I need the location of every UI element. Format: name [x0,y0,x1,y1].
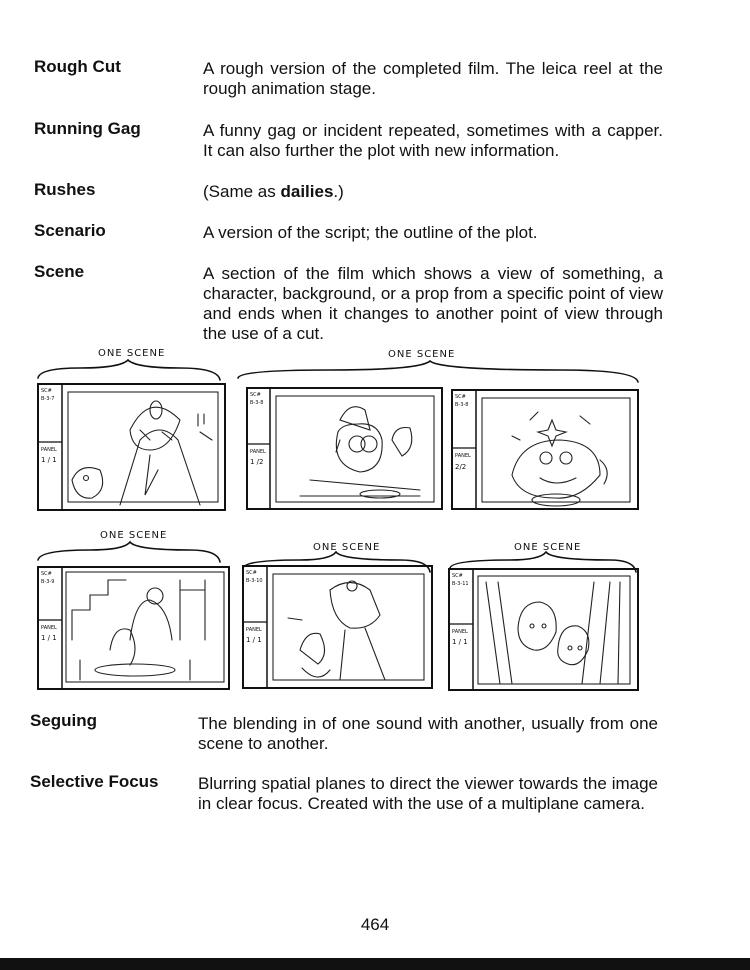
panel-2-panel-label: PANEL [250,449,266,455]
definition-running-gag: A funny gag or incident repeated, sometimes with a capper. It can also further the plot with new information. [203,121,663,160]
definition-rough-cut: A rough version of the completed film. The leica reel at the rough animation stage. [203,59,663,98]
panel-1-sc-label: SC# [41,388,52,394]
scene-label-3: ONE SCENE [100,530,168,541]
panel-5-frame [243,566,432,688]
panel-2-sc-number: B-3-8 [250,400,264,406]
scene-label-4: ONE SCENE [313,542,381,553]
scene-label-2: ONE SCENE [388,349,456,360]
panel-2-sc-label: SC# [250,392,261,398]
panel-5-panel-label: PANEL [246,627,262,633]
panel-4-panel-number: 1 / 1 [41,634,57,642]
panel-4-sc-label: SC# [41,571,52,577]
panel-2-panel-number: 1 /2 [250,458,264,466]
panel-6-sketch [486,582,620,684]
scene-brace-2 [238,361,638,382]
panel-1-frame [38,384,225,510]
definition-rushes-bold: dailies [280,182,334,201]
definition-seguing: The blending in of one sound with another, usually from one scene to another. [198,714,658,753]
panel-4-sc-number: B-3-9 [41,579,55,585]
panel-3-panel-label: PANEL [455,453,471,459]
panel-3-sc-number: B-3-8 [455,402,469,408]
term-scene: Scene [34,262,85,281]
definition-scene: A section of the film which shows a view of something, a character, background, or a prop from a specific point of view and ends when it changes to another point of view through the use of a cut. [203,264,663,343]
panel-6-sc-label: SC# [452,573,463,579]
panel-5-panel-number: 1 / 1 [246,636,262,644]
panel-2-sketch [300,407,420,498]
panel-3-sc-label: SC# [455,394,466,400]
definition-scenario: A version of the script; the outline of the plot. [203,223,538,242]
term-scenario: Scenario [34,221,106,240]
scene-brace-3 [38,542,220,562]
panel-5-sc-label: SC# [246,570,257,576]
definition-selective-focus: Blurring spatial planes to direct the viewer towards the image in clear focus. Created with the use of a multiplane camera. [198,774,658,813]
panel-3-frame [452,390,638,509]
panel-4-frame [38,567,229,689]
panel-6-sc-number: B-3-11 [452,581,469,587]
panel-1-panel-number: 1 / 1 [41,456,57,464]
term-rushes: Rushes [34,180,96,199]
panel-5-sketch [288,581,385,680]
panel-3-sketch [512,412,607,506]
panel-5-sc-number: B-3-10 [246,578,263,584]
page-number: 464 [360,915,390,934]
term-running-gag: Running Gag [34,119,141,138]
term-rough-cut: Rough Cut [34,57,121,76]
panel-1-sc-number: B-3-7 [41,396,55,402]
bottom-edge-bar [0,958,750,970]
term-seguing: Seguing [30,711,98,730]
definition-rushes-prefix: (Same as [203,182,281,201]
panel-1-panel-label: PANEL [41,447,57,453]
panel-1-sketch [72,401,212,505]
panel-6-panel-number: 1 / 1 [452,638,468,646]
term-selective-focus: Selective Focus [30,772,159,791]
panel-3-panel-number: 2/2 [455,463,467,471]
panel-4-panel-label: PANEL [41,625,57,631]
panel-4-sketch [72,580,205,680]
scene-brace-1 [38,360,220,380]
panel-6-panel-label: PANEL [452,629,468,635]
scene-label-5: ONE SCENE [514,542,582,553]
scene-brace-4 [243,552,430,572]
scene-label-1: ONE SCENE [98,348,166,359]
definition-rushes-suffix: .) [333,182,344,201]
